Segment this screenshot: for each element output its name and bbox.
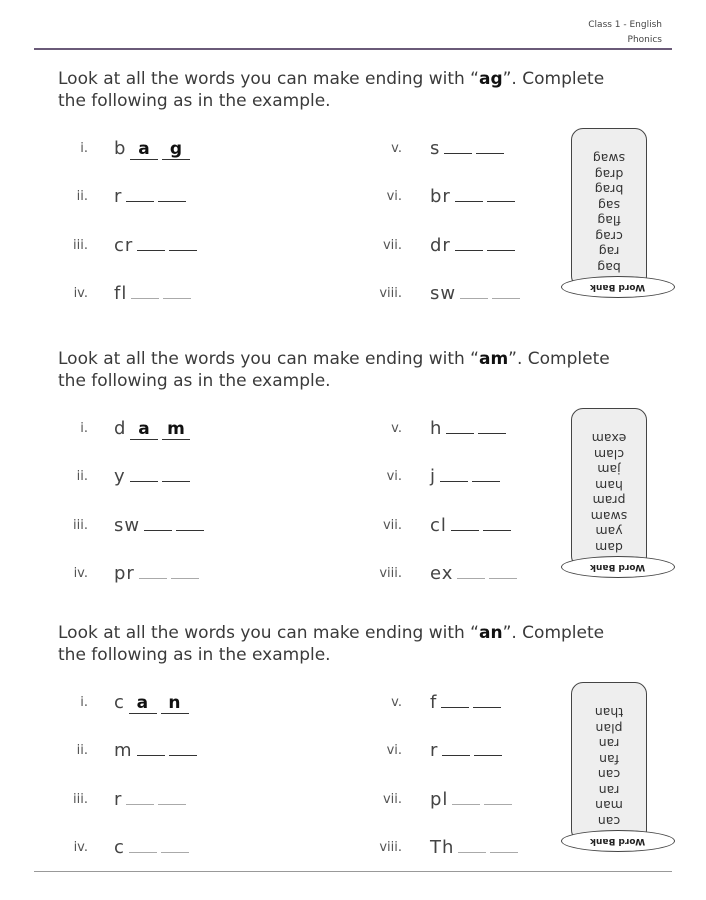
- answer-blank[interactable]: [441, 693, 469, 708]
- item-number: vi.: [386, 743, 402, 758]
- answer-blank[interactable]: [176, 516, 204, 531]
- answer-blank[interactable]: [455, 187, 483, 202]
- word-bank-word: ham: [595, 478, 623, 493]
- item-number: i.: [80, 141, 88, 156]
- word-item: [430, 283, 520, 304]
- bottom-rule: [34, 871, 672, 872]
- answer-letter: n: [161, 693, 189, 714]
- answer-blank[interactable]: [492, 284, 520, 299]
- item-number: iv.: [73, 840, 88, 855]
- word-prefix: s: [430, 138, 441, 159]
- word-bank-word: ran: [598, 783, 620, 798]
- word-prefix: c: [114, 692, 125, 713]
- answer-blank[interactable]: [144, 516, 172, 531]
- item-number: viii.: [379, 286, 402, 301]
- word-bank-word: yam: [595, 524, 623, 540]
- word-bank-word: jam: [597, 462, 621, 478]
- word-bank: [571, 408, 647, 568]
- word-bank-word: swag: [592, 151, 626, 167]
- word-bank-word: rag: [598, 244, 620, 260]
- word-item: [114, 563, 199, 584]
- word-bank-label: Word Bank: [561, 276, 675, 298]
- item-number: iii.: [73, 238, 88, 253]
- word-item: [430, 418, 506, 439]
- word-bank-word: can: [597, 814, 621, 829]
- word-item: [114, 235, 197, 256]
- word-item: [114, 283, 191, 304]
- word-bank-word: exam: [591, 431, 627, 447]
- answer-letter: a: [130, 419, 158, 440]
- answer-blank[interactable]: [161, 838, 189, 853]
- word-prefix: r: [430, 740, 439, 761]
- answer-blank[interactable]: [442, 741, 470, 756]
- word-item: [430, 563, 517, 584]
- answer-blank[interactable]: [139, 564, 167, 579]
- word-bank-word: ran: [598, 736, 620, 752]
- answer-blank[interactable]: [171, 564, 199, 579]
- answer-blank[interactable]: [158, 187, 186, 202]
- item-number: iii.: [73, 792, 88, 807]
- word-bank-word: man: [595, 798, 623, 814]
- word-bank: [571, 128, 647, 288]
- word-prefix: dr: [430, 235, 451, 256]
- word-prefix: m: [114, 740, 133, 761]
- item-number: vi.: [386, 469, 402, 484]
- answer-blank[interactable]: [472, 467, 500, 482]
- word-item: [114, 837, 189, 858]
- word-item: [430, 235, 515, 256]
- item-number: v.: [391, 141, 402, 156]
- exercise-section: [0, 68, 706, 308]
- item-number: viii.: [379, 566, 402, 581]
- word-bank-label: Word Bank: [561, 830, 675, 852]
- answer-letter: a: [129, 693, 157, 714]
- word-prefix: d: [114, 418, 127, 439]
- header-subject: Phonics: [627, 35, 662, 45]
- item-number: ii.: [76, 189, 88, 204]
- word-bank-word: than: [594, 705, 624, 721]
- instruction: Look at all the words you can make ending with “ag”. Complete the following as in the example.: [58, 69, 605, 111]
- word-prefix: y: [114, 466, 126, 487]
- answer-letter: g: [162, 139, 190, 160]
- answer-blank[interactable]: [458, 838, 486, 853]
- answer-blank[interactable]: [169, 236, 197, 251]
- item-number: ii.: [76, 469, 88, 484]
- word-bank-word: crag: [595, 229, 623, 244]
- word-item: [114, 418, 190, 440]
- item-number: i.: [80, 421, 88, 436]
- instruction: Look at all the words you can make ending with “am”. Complete the following as in the example.: [58, 349, 610, 391]
- word-item: [430, 837, 518, 858]
- answer-blank[interactable]: [126, 187, 154, 202]
- answer-blank[interactable]: [484, 790, 512, 805]
- answer-blank[interactable]: [130, 467, 158, 482]
- answer-blank[interactable]: [483, 516, 511, 531]
- word-item: [430, 186, 515, 207]
- item-number: iii.: [73, 518, 88, 533]
- item-number: vii.: [382, 518, 402, 533]
- word-prefix: f: [430, 692, 438, 713]
- word-bank-word: flag: [597, 213, 621, 229]
- answer-blank[interactable]: [126, 790, 154, 805]
- header-class: Class 1 - English: [588, 20, 662, 30]
- item-number: iv.: [73, 566, 88, 581]
- word-prefix: sw: [430, 283, 457, 304]
- instruction: Look at all the words you can make ending with “an”. Complete the following as in the example.: [58, 623, 605, 665]
- word-item: [114, 466, 190, 487]
- answer-blank[interactable]: [451, 516, 479, 531]
- answer-blank[interactable]: [137, 741, 165, 756]
- exercise-section: [0, 622, 706, 862]
- answer-blank[interactable]: [169, 741, 197, 756]
- word-item: [430, 692, 501, 713]
- answer-blank[interactable]: [446, 419, 474, 434]
- word-item: [430, 515, 511, 536]
- word-prefix: r: [114, 789, 123, 810]
- word-prefix: r: [114, 186, 123, 207]
- word-item: [114, 515, 204, 536]
- word-bank-word: sag: [597, 198, 621, 213]
- item-number: vii.: [382, 238, 402, 253]
- word-item: [114, 789, 186, 810]
- item-number: i.: [80, 695, 88, 710]
- word-bank-word: can: [597, 767, 621, 783]
- answer-blank[interactable]: [478, 419, 506, 434]
- answer-blank[interactable]: [129, 838, 157, 853]
- word-item: [114, 692, 189, 714]
- answer-blank[interactable]: [490, 838, 518, 853]
- word-bank: [571, 682, 647, 842]
- item-number: viii.: [379, 840, 402, 855]
- word-item: [430, 138, 504, 159]
- exercise-section: [0, 348, 706, 588]
- answer-blank[interactable]: [473, 693, 501, 708]
- word-prefix: br: [430, 186, 451, 207]
- word-bank-word: swam: [590, 509, 628, 524]
- word-prefix: cl: [430, 515, 447, 536]
- word-prefix: sw: [114, 515, 141, 536]
- word-prefix: cr: [114, 235, 134, 256]
- answer-blank[interactable]: [440, 467, 468, 482]
- word-bank-word: bag: [597, 260, 621, 275]
- answer-letter: a: [130, 139, 158, 160]
- word-bank-word: plan: [595, 721, 623, 736]
- answer-blank[interactable]: [137, 236, 165, 251]
- word-prefix: fl: [114, 283, 128, 304]
- item-number: iv.: [73, 286, 88, 301]
- word-prefix: ex: [430, 563, 454, 584]
- top-rule: [34, 48, 672, 50]
- word-item: [114, 186, 186, 207]
- word-prefix: Th: [430, 837, 455, 858]
- word-item: [430, 740, 502, 761]
- answer-blank[interactable]: [489, 564, 517, 579]
- answer-blank[interactable]: [131, 284, 159, 299]
- item-number: vii.: [382, 792, 402, 807]
- answer-blank[interactable]: [444, 139, 472, 154]
- word-bank-word: drag: [594, 167, 624, 182]
- word-bank-word: fan: [599, 752, 619, 767]
- answer-blank[interactable]: [474, 741, 502, 756]
- answer-blank[interactable]: [487, 236, 515, 251]
- item-number: ii.: [76, 743, 88, 758]
- word-item: [430, 466, 500, 487]
- word-item: [114, 740, 197, 761]
- word-prefix: pr: [114, 563, 135, 584]
- word-bank-word: dam: [595, 540, 623, 555]
- word-bank-label: Word Bank: [561, 556, 675, 578]
- answer-blank[interactable]: [455, 236, 483, 251]
- word-bank-word: pram: [592, 493, 626, 509]
- word-item: [430, 789, 512, 810]
- answer-blank[interactable]: [460, 284, 488, 299]
- answer-blank[interactable]: [158, 790, 186, 805]
- word-prefix: b: [114, 138, 127, 159]
- word-bank-word: clam: [593, 447, 625, 462]
- answer-blank[interactable]: [163, 284, 191, 299]
- answer-blank[interactable]: [457, 564, 485, 579]
- answer-blank[interactable]: [452, 790, 480, 805]
- word-prefix: c: [114, 837, 125, 858]
- word-bank-word: brag: [594, 182, 624, 198]
- item-number: v.: [391, 421, 402, 436]
- word-prefix: h: [430, 418, 443, 439]
- word-item: [114, 138, 190, 160]
- word-prefix: j: [430, 466, 437, 487]
- answer-letter: m: [162, 419, 190, 440]
- answer-blank[interactable]: [487, 187, 515, 202]
- item-number: vi.: [386, 189, 402, 204]
- item-number: v.: [391, 695, 402, 710]
- answer-blank[interactable]: [476, 139, 504, 154]
- answer-blank[interactable]: [162, 467, 190, 482]
- word-prefix: pl: [430, 789, 449, 810]
- page-header: [588, 18, 662, 48]
